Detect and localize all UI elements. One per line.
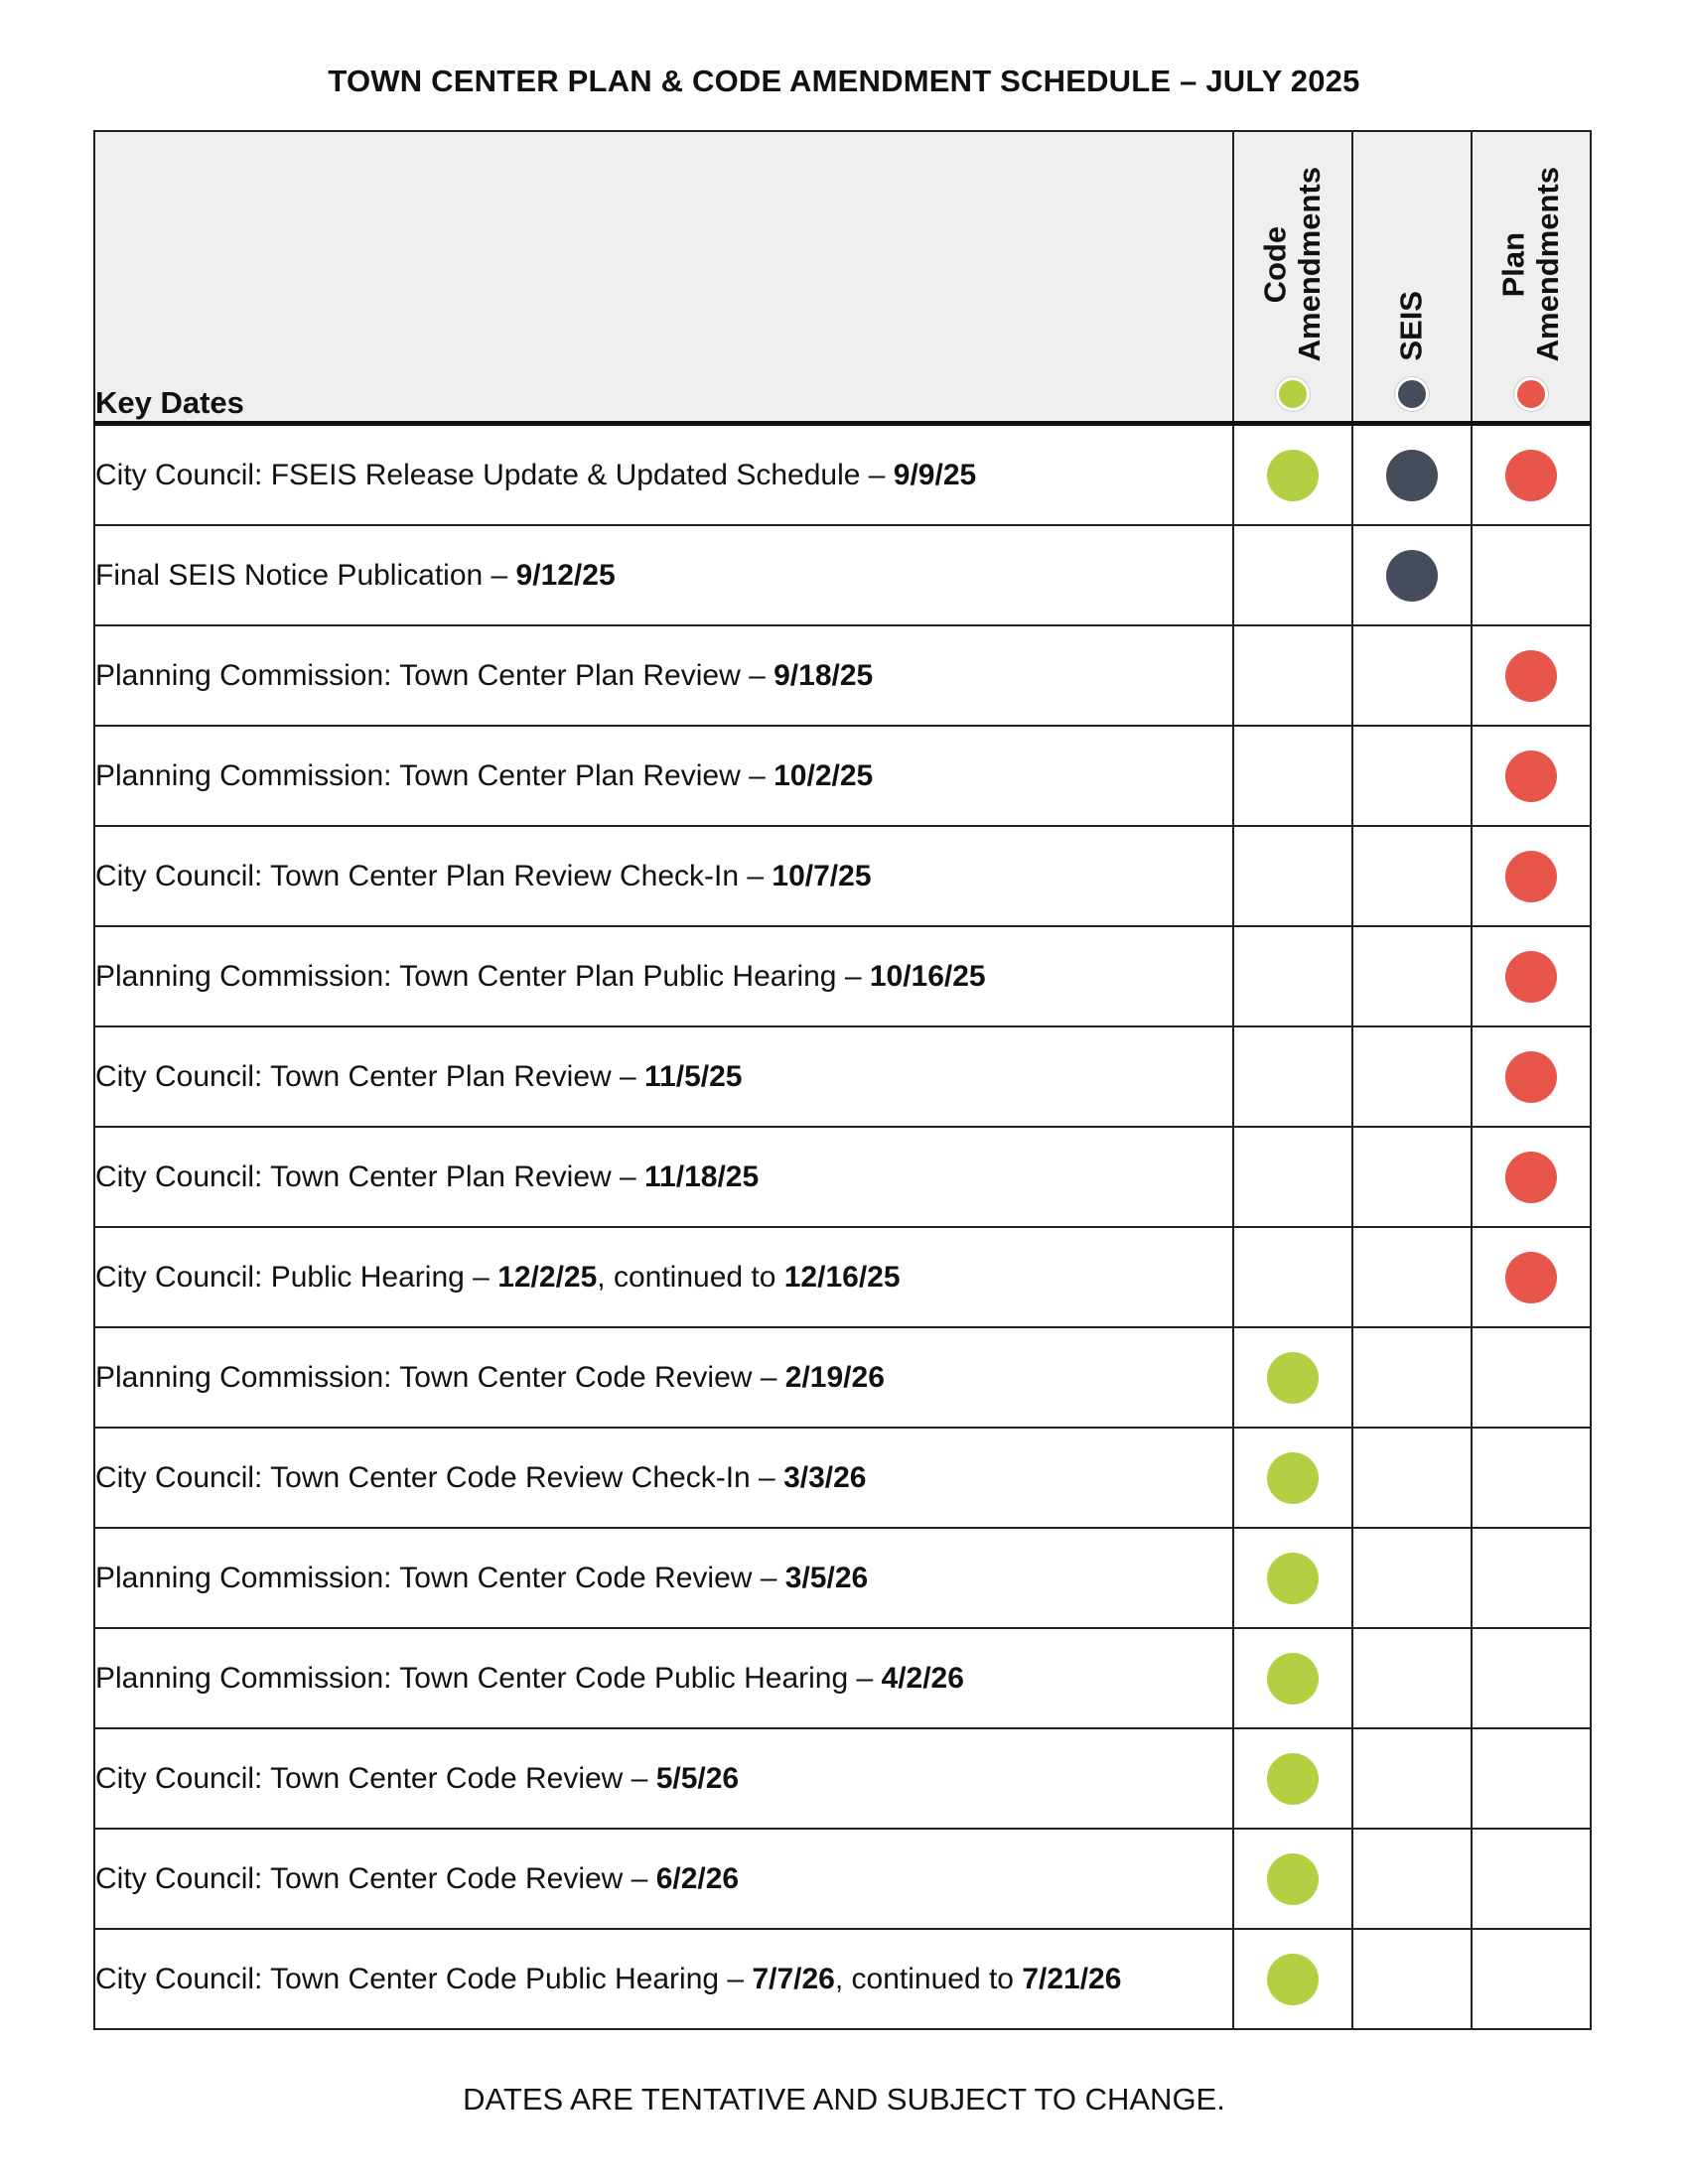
event-label: City Council: FSEIS Release Update & Updated Schedule – xyxy=(95,458,894,491)
event-date: 4/2/26 xyxy=(881,1661,964,1695)
seis-marker-dot xyxy=(1386,550,1438,602)
code-marker-dot xyxy=(1267,1352,1319,1404)
plan-marker-cell xyxy=(1472,625,1591,726)
event-date: 3/5/26 xyxy=(784,1561,869,1594)
event-label: City Council: Public Hearing – xyxy=(95,1260,498,1294)
event-date: 9/18/25 xyxy=(774,658,874,692)
event-label: City Council: Town Center Code Review – xyxy=(95,1861,656,1895)
event-date: 7/7/26 xyxy=(752,1962,835,1995)
code-marker-dot xyxy=(1267,1753,1319,1805)
seis-marker-cell xyxy=(1352,826,1472,926)
schedule-table xyxy=(93,130,1592,2030)
seis-marker-cell xyxy=(1352,1227,1472,1327)
event-cell xyxy=(94,1227,1233,1327)
table-row xyxy=(94,926,1591,1026)
event-date: 3/3/26 xyxy=(783,1460,867,1494)
plan-marker-dot xyxy=(1505,450,1557,501)
event-cell xyxy=(94,525,1233,625)
event-date: 2/19/26 xyxy=(784,1360,885,1394)
code-marker-cell xyxy=(1233,1528,1352,1628)
event-label: Planning Commission: Town Center Code Review – xyxy=(95,1360,785,1394)
seis-marker-cell xyxy=(1352,1728,1472,1829)
event-date: 11/18/25 xyxy=(644,1160,760,1193)
code-amendments-label: Code Amendments xyxy=(1257,166,1327,361)
event-cell xyxy=(94,1026,1233,1127)
code-marker-cell xyxy=(1233,525,1352,625)
seis-marker-cell xyxy=(1352,926,1472,1026)
code-marker-cell xyxy=(1233,1628,1352,1728)
table-row xyxy=(94,1227,1591,1327)
plan-marker-cell xyxy=(1472,1528,1591,1628)
seis-header xyxy=(1352,131,1472,424)
table-row xyxy=(94,1728,1591,1829)
code-marker-cell xyxy=(1233,1127,1352,1227)
plan-marker-cell xyxy=(1472,1929,1591,2029)
event-label: City Council: Town Center Plan Review Check-In – xyxy=(95,859,773,892)
event-cell xyxy=(94,1929,1233,2029)
plan-marker-cell xyxy=(1472,726,1591,826)
code-marker-cell xyxy=(1233,926,1352,1026)
plan-marker-cell xyxy=(1472,1728,1591,1829)
table-row xyxy=(94,1127,1591,1227)
code-marker-cell xyxy=(1233,625,1352,726)
plan-marker-dot xyxy=(1505,1252,1557,1303)
code-marker-cell xyxy=(1233,1428,1352,1528)
plan-marker-cell xyxy=(1472,1026,1591,1127)
table-row xyxy=(94,726,1591,826)
event-continued-label: , continued to xyxy=(834,1962,1023,1995)
code-marker-cell xyxy=(1233,1227,1352,1327)
event-date: 9/12/25 xyxy=(515,558,616,592)
event-continued-date: 12/16/25 xyxy=(783,1260,901,1294)
code-marker-dot xyxy=(1267,1954,1319,2005)
plan-marker-cell xyxy=(1472,1628,1591,1728)
code-marker-dot xyxy=(1267,450,1319,501)
seis-marker-cell xyxy=(1352,726,1472,826)
code-marker-dot xyxy=(1267,1653,1319,1705)
event-cell xyxy=(94,424,1233,526)
table-row xyxy=(94,525,1591,625)
table-row xyxy=(94,1929,1591,2029)
table-row xyxy=(94,1327,1591,1428)
table-row xyxy=(94,625,1591,726)
seis-marker-cell xyxy=(1352,424,1472,526)
plan-marker-cell xyxy=(1472,1127,1591,1227)
plan-marker-dot xyxy=(1505,951,1557,1003)
event-cell xyxy=(94,1428,1233,1528)
plan-amendments-label: Plan Amendments xyxy=(1495,166,1565,361)
seis-marker-cell xyxy=(1352,1026,1472,1127)
event-continued-date: 7/21/26 xyxy=(1022,1962,1122,1995)
seis-marker-cell xyxy=(1352,1929,1472,2029)
code-amendments-header xyxy=(1233,131,1352,424)
event-date: 10/7/25 xyxy=(772,859,872,892)
code-marker-cell xyxy=(1233,826,1352,926)
event-date: 10/16/25 xyxy=(869,959,986,993)
event-cell xyxy=(94,826,1233,926)
plan-marker-cell xyxy=(1472,1428,1591,1528)
table-row xyxy=(94,1829,1591,1929)
table-row xyxy=(94,1628,1591,1728)
code-marker-cell xyxy=(1233,1929,1352,2029)
seis-marker-cell xyxy=(1352,1528,1472,1628)
plan-marker-cell xyxy=(1472,525,1591,625)
seis-marker-cell xyxy=(1352,1628,1472,1728)
event-label: City Council: Town Center Code Review – xyxy=(95,1761,656,1795)
schedule-rows xyxy=(94,424,1591,2030)
table-row xyxy=(94,1528,1591,1628)
event-cell xyxy=(94,1127,1233,1227)
seis-legend-dot xyxy=(1395,377,1429,411)
event-cell xyxy=(94,1829,1233,1929)
plan-marker-cell xyxy=(1472,1227,1591,1327)
code-marker-dot xyxy=(1267,1452,1319,1504)
plan-marker-dot xyxy=(1505,751,1557,802)
plan-marker-cell xyxy=(1472,926,1591,1026)
code-marker-dot xyxy=(1267,1553,1319,1604)
seis-marker-dot xyxy=(1386,450,1438,501)
plan-marker-dot xyxy=(1505,650,1557,702)
event-label: Final SEIS Notice Publication – xyxy=(95,558,516,592)
plan-marker-dot xyxy=(1505,1152,1557,1203)
code-marker-cell xyxy=(1233,424,1352,526)
plan-amendments-legend-dot xyxy=(1514,377,1548,411)
event-label: City Council: Town Center Plan Review – xyxy=(95,1059,645,1093)
code-marker-cell xyxy=(1233,1026,1352,1127)
code-marker-cell xyxy=(1233,726,1352,826)
event-date: 9/9/25 xyxy=(893,458,977,491)
seis-marker-cell xyxy=(1352,625,1472,726)
event-cell xyxy=(94,625,1233,726)
event-cell xyxy=(94,1327,1233,1428)
event-label: Planning Commission: Town Center Code Review – xyxy=(95,1561,785,1594)
seis-marker-cell xyxy=(1352,525,1472,625)
event-cell xyxy=(94,1528,1233,1628)
plan-amendments-header xyxy=(1472,131,1591,424)
code-amendments-legend-dot xyxy=(1276,377,1310,411)
code-marker-cell xyxy=(1233,1829,1352,1929)
event-date: 5/5/26 xyxy=(655,1761,740,1795)
table-row xyxy=(94,1428,1591,1528)
seis-label: SEIS xyxy=(1393,291,1429,361)
table-row xyxy=(94,424,1591,526)
seis-marker-cell xyxy=(1352,1829,1472,1929)
event-cell xyxy=(94,1728,1233,1829)
plan-marker-cell xyxy=(1472,424,1591,526)
seis-marker-cell xyxy=(1352,1327,1472,1428)
event-date: 10/2/25 xyxy=(774,758,874,792)
event-label: City Council: Town Center Plan Review – xyxy=(95,1160,645,1193)
event-continued-label: , continued to xyxy=(597,1260,784,1294)
event-label: City Council: Town Center Code Review Check-In – xyxy=(95,1460,784,1494)
plan-marker-dot xyxy=(1505,1051,1557,1103)
event-label: Planning Commission: Town Center Plan Review – xyxy=(95,658,774,692)
event-label: Planning Commission: Town Center Code Public Hearing – xyxy=(95,1661,882,1695)
event-date: 11/5/25 xyxy=(644,1059,743,1093)
plan-marker-dot xyxy=(1505,851,1557,902)
event-label: Planning Commission: Town Center Plan Public Hearing – xyxy=(95,959,870,993)
key-dates-header: Key Dates xyxy=(94,131,1233,424)
event-date: 6/2/26 xyxy=(655,1861,740,1895)
event-cell xyxy=(94,1628,1233,1728)
plan-marker-cell xyxy=(1472,1829,1591,1929)
seis-marker-cell xyxy=(1352,1127,1472,1227)
table-row xyxy=(94,826,1591,926)
code-marker-cell xyxy=(1233,1728,1352,1829)
seis-marker-cell xyxy=(1352,1428,1472,1528)
event-cell xyxy=(94,926,1233,1026)
event-cell xyxy=(94,726,1233,826)
disclaimer-footer: DATES ARE TENTATIVE AND SUBJECT TO CHANGE. xyxy=(463,2082,1225,2116)
plan-marker-cell xyxy=(1472,1327,1591,1428)
event-date: 12/2/25 xyxy=(497,1260,598,1294)
table-row xyxy=(94,1026,1591,1127)
plan-marker-cell xyxy=(1472,826,1591,926)
code-marker-dot xyxy=(1267,1853,1319,1905)
code-marker-cell xyxy=(1233,1327,1352,1428)
table-header-row xyxy=(94,131,1591,424)
page-title: TOWN CENTER PLAN & CODE AMENDMENT SCHEDULE – JULY 2025 xyxy=(328,64,1360,98)
event-label: Planning Commission: Town Center Plan Review – xyxy=(95,758,774,792)
event-label: City Council: Town Center Code Public Hearing – xyxy=(95,1962,753,1995)
